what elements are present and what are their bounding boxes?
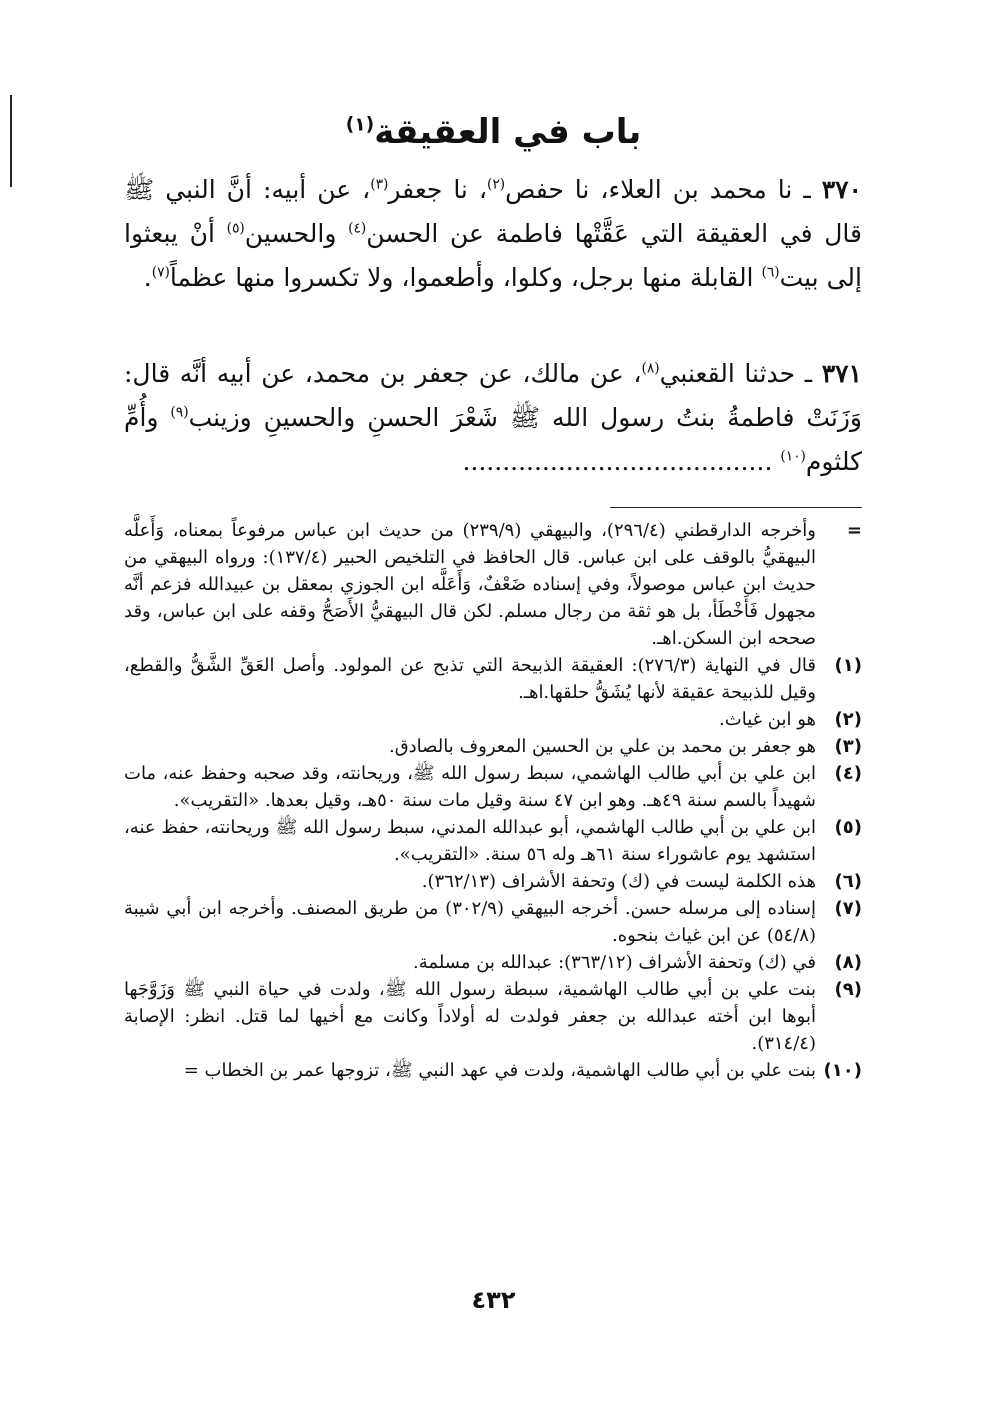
footnote-text: هو ابن غياث. <box>719 709 816 730</box>
footnote-separator <box>610 507 862 508</box>
footnote <box>124 895 862 949</box>
footnote-ref: (١) <box>345 114 375 136</box>
hadith-370 <box>124 168 862 300</box>
hadith-number: ٣٧٠ <box>821 175 862 204</box>
footnote-ref: (٣) <box>370 176 389 193</box>
footnote <box>124 517 862 652</box>
hadith-text: ، عن مالك، عن جعفر بن محمد، عن أبيه أنَّه قال: وَزَنَتْ فاطمةُ بنتُ رسول الله ﷺ شَعْرَ الحسنِ والحسينِ وزينب <box>124 359 862 432</box>
footnote-ref: (٢) <box>486 176 506 193</box>
footnote-text: هذه الكلمة ليست في (ك) وتحفة الأشراف (٣٦٢/١٣). <box>421 871 816 892</box>
footnote-number: (٣) <box>834 736 862 757</box>
footnote-ref: (٦) <box>761 264 780 281</box>
footnote-number: (٩) <box>834 979 862 1000</box>
chapter-title <box>0 110 987 154</box>
hadith-text: وأُمِّ كلثوم <box>124 403 862 476</box>
footnote <box>124 949 862 976</box>
footnote-text: قال في النهاية (٢٧٦/٣): العقيقة الذبيحة التي تذبح عن المولود. وأصل العَقِّ الشَّقُّ والقطع، وقيل للذبيحة عقيقة لأنها يُشَقُّ حلقها.اهـ. <box>124 655 816 703</box>
hadith-text: أنْ يبعثوا إلى بيت <box>124 219 862 292</box>
footnote <box>124 733 862 760</box>
footnote-number: (٢) <box>834 709 862 730</box>
footnote-text: هو جعفر بن محمد بن علي بن الحسين المعروف بالصادق. <box>388 736 816 757</box>
footnote <box>124 1057 862 1084</box>
hadith-text: . <box>143 263 152 292</box>
footnote-text: ابن علي بن أبي طالب الهاشمي، سبط رسول الله ﷺ، وريحانته، وقد صحبه وحفظ عنه، مات شهيداً بالسم سنة ٤٩هـ. وهو ابن ٤٧ سنة وقيل مات سنة ٥٠هـ، وقيل بعدها. «التقريب». <box>124 763 816 811</box>
hadith-number: ٣٧١ <box>821 359 862 388</box>
hadith-text: ، نا جعفر <box>388 175 487 204</box>
hadith-text: والحسين <box>244 219 349 248</box>
footnote-ref: (٧) <box>151 264 170 281</box>
footnote <box>124 814 862 868</box>
footnote-ref: (٤) <box>348 220 367 237</box>
hadith-text: ، عن أبيه: أنَّ النبي ﷺ قال في العقيقة التي عَقَّتْها فاطمة عن الحسن <box>124 175 862 248</box>
footnote-number: (٦) <box>834 871 862 892</box>
footnote-number: (١٠) <box>823 1060 862 1081</box>
footnote-number: (٥) <box>834 817 862 838</box>
footnote-number: = <box>846 520 862 541</box>
page-number: ٤٣٢ <box>471 1286 516 1314</box>
footnote-number: (٧) <box>834 898 862 919</box>
footnote <box>124 868 862 895</box>
footnote-number: (٤) <box>834 763 862 784</box>
footnote-number: (١) <box>834 655 862 676</box>
footnote-ref: (١٠) <box>780 448 806 465</box>
hadith-text: ـ حدثنا القعنبي <box>659 359 822 388</box>
footnote-text: بنت علي بن أبي طالب الهاشمية، سبطة رسول الله ﷺ، ولدت في حياة النبي ﷺ وَزَوَّجَها أبوها ابن أخته عبدالله بن جعفر فولدت له أولاداً وكانت مع أخيها لما قتل. انظر: الإصابة (٣١٤/٤). <box>124 979 816 1054</box>
footnote <box>124 706 862 733</box>
hadith-text: ـ نا محمد بن العلاء، نا حفص <box>505 175 822 204</box>
hadith-371 <box>124 352 862 484</box>
footnote-ref: (٩) <box>170 404 189 421</box>
hadith-text: القابلة منها برجل، وكلوا، وأطعموا، ولا تكسروا منها عظماً <box>169 263 762 292</box>
footnote <box>124 760 862 814</box>
footnote <box>124 652 862 706</box>
footnote-text: في (ك) وتحفة الأشراف (٣٦٣/١٢): عبدالله بن مسلمة. <box>413 952 816 973</box>
footnote-text: ابن علي بن أبي طالب الهاشمي، أبو عبدالله المدني، سبط رسول الله ﷺ وريحانته، حفظ عنه، استشهد يوم عاشوراء سنة ٦١هـ وله ٥٦ سنة. «التقريب». <box>124 817 816 865</box>
footnotes <box>124 517 862 1084</box>
footnote-number: (٨) <box>834 952 862 973</box>
footnote <box>124 976 862 1057</box>
footnote-ref: (٥) <box>226 220 245 237</box>
footnote-text: إسناده إلى مرسله حسن. أخرجه البيهقي (٣٠٢/٩) من طريق المصنف. وأخرجه ابن أبي شيبة (٥٤/٨) عن ابن غياث بنحوه. <box>124 898 817 946</box>
footnote-ref: (٨) <box>641 360 660 377</box>
footnote-text: بنت علي بن أبي طالب الهاشمية، ولدت في عهد النبي ﷺ، تزوجها عمر بن الخطاب = <box>183 1060 816 1081</box>
footnote-text: وأخرجه الدارقطني (٢٩٦/٤)، والبيهقي (٢٣٩/٩) من حديث ابن عباس مرفوعاً بمعناه، وَأَعلَّه البيهقيُّ بالوقف على ابن عباس. قال الحافظ في التلخيص الحبير (١٣٧/٤): ورواه البيهقي من حديث ابن عباس موصولاً، وفي إسناده ضَعْفٌ، وَأَعَلَّه ابن الجوزي بمعقل بن عبيدالله فزعم أنَّه مجهول فَأَخْطَأ، بل هو ثقة من رجال مسلم. لكن قال البيهقيُّ الأَصَحُّ وقفه على ابن عباس، وقد صححه ابن السكن.اهـ. <box>124 520 816 649</box>
continuation-dots: ....................................... <box>462 447 781 476</box>
chapter-title-text: باب في العقيقة <box>374 112 642 152</box>
